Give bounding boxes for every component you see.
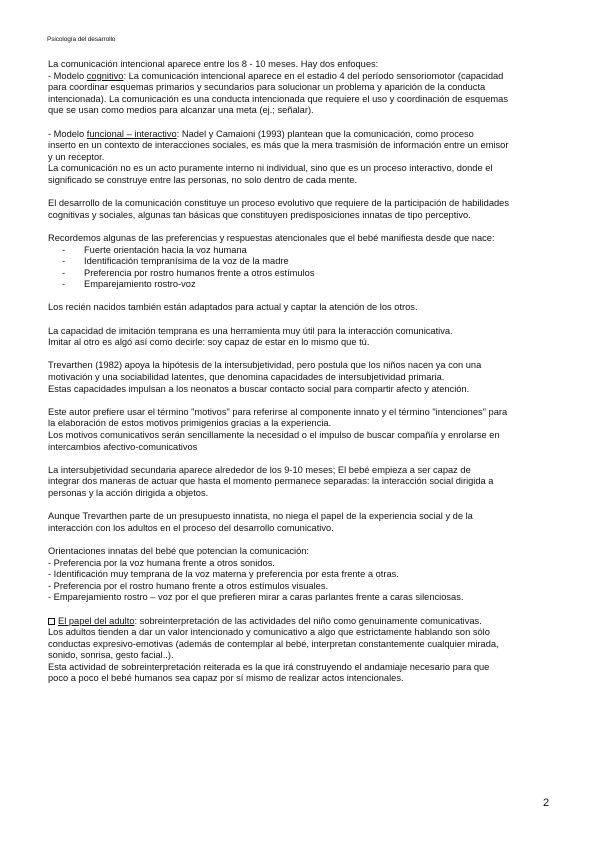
text-line: Este autor prefiere usar el término "motivos" para referirse al componente innato y el término "intenciones" para [48,406,508,417]
text-line: Esta actividad de sobreinterpretación reiterada es la que irá construyendo el andamiaje necesario para que [48,661,490,672]
text-line: - Preferencia por el rostro humano frente a otros estímulos visuales. [48,580,329,591]
preferences-list [48,245,553,291]
list-item-text: Emparejamiento rostro-voz [84,279,196,290]
term-cognitivo: cognitivo [86,70,124,81]
text-line [48,129,553,141]
text-line: personas y la acción dirigida a objetos. [48,487,209,498]
list-item [62,256,553,268]
list-marker: - [62,244,66,255]
text-line: que se usan como medios para alcanzar una meta (ej.; señalar). [48,105,314,116]
text-line: intencionada). La comunicación es una conducta intencionada que requiere el uso y coordinación de esquemas [48,93,508,104]
text-line: la elaboración de estos motivos primigenios gracias a la experiencia. [48,418,332,429]
text-line: El desarrollo de la comunicación constituye un proceso evolutivo que requiere de la participación de habilidades [48,198,509,209]
text-line [48,71,553,83]
text-line: Estas capacidades impulsan a los neonatos a buscar contacto social para compartir afecto y atención. [48,383,470,394]
text-fragment: - Modelo [48,70,87,81]
text-line: poco a poco el bebé humanos sea capaz por sí mismo de realizar actos intencionales. [48,673,404,684]
list-marker: - [62,256,66,267]
term-papel-adulto: El papel del adulto [58,615,135,626]
text-line: Orientaciones innatas del bebé que potencian la comunicación: [48,545,310,556]
running-header: Psicología del desarrollo [47,36,116,43]
checkbox-bullet-icon [48,618,55,625]
page-number: 2 [543,797,550,809]
list-item-text: Preferencia por rostro humanos frente a otros estímulos [84,267,315,278]
text-line: inserto en un contexto de interacciones sociales, es más que la mera trasmisión de información entre un emisor [48,140,509,151]
text-line [48,616,553,628]
text-line: sonido, sonrisa, gesto facial..). [48,650,174,661]
text-line: La intersubjetividad secundaria aparece alrededor de los 9-10 meses; El bebé empieza a ser capaz de [48,464,471,475]
text-line: Trevarthen (1982) apoya la hipótesis de la intersubjetividad, pero postula que los niños nacen ya con una [48,360,482,371]
list-item-text: Identificación tempranísima de la voz de la madre [84,256,289,267]
text-line: y un receptor. [48,151,105,162]
text-line: conductas expresivo-emotivas (además de contemplar al bebé, interpretan constantemente cualquier mirada, [48,638,499,649]
text-line: Recordemos algunas de las preferencias y respuestas atencionales que el bebé manifiesta desde que nace: [48,232,495,243]
text-fragment: : sobreinterpretación de las actividades del niño como genuinamente comunicativas. [134,615,482,626]
list-item [62,268,553,280]
text-line: Imitar al otro es algó así como decirle: soy capaz de estar en lo mismo que tú. [48,337,370,348]
text-line: significado se construye entre las personas, no solo dentro de cada mente. [48,174,358,185]
text-line: cognitivas y sociales, algunas tan básicas que constituyen predisposiciones innatas de tipo perceptivo. [48,209,471,220]
list-item-text: Fuerte orientación hacia la voz humana [84,244,247,255]
list-marker: - [62,267,66,278]
text-line: intercambios afectivo-comunicativos [48,441,198,452]
text-line: - Identificación muy temprana de la voz materna y preferencia por esta frente a otras. [48,569,399,580]
list-marker: - [62,279,66,290]
text-line: motivación y una sociabilidad latentes, que denomina capacidades de intersubjetividad primaria. [48,372,445,383]
text-line: integrar dos maneras de actuar que hasta el momento permanece separadas: la interacción social dirigida a [48,476,494,487]
text-fragment: : Nadel y Camaioni (1993) plantean que la comunicación, como proceso [176,128,474,139]
text-line: La comunicación intencional aparece entre los 8 - 10 meses. Hay dos enfoques: [48,59,379,69]
text-line: para coordinar esquemas primarios y secundarios para solucionar un problema y aparición de la conducta [48,82,486,93]
list-item [62,279,553,291]
text-line: Aunque Trevarthen parte de un presupuesto innatista, no niega el papel de la experiencia social y de la [48,511,473,522]
text-fragment: - Modelo [48,128,87,139]
text-line: La capacidad de imitación temprana es una herramienta muy útil para la interacción comunicativa. [48,325,453,336]
term-funcional-interactivo: funcional – interactivo [86,128,177,139]
text-line: La comunicación no es un acto puramente interno ni individual, sino que es un proceso interactivo, donde el [48,163,493,174]
text-line: Los recién nacidos también están adaptados para actual y captar la atención de los otros. [48,302,418,313]
text-fragment: : La comunicación intencional aparece en el estadio 4 del período sensoriomotor (capacidad [123,70,504,81]
text-line: - Emparejamiento rostro – voz por el que prefieren mirar a caras parlantes frente a caras silenciosas. [48,592,464,603]
text-line: interacción con los adultos en el proceso del desarrollo comunicativo. [48,522,334,533]
text-line: - Preferencia por la voz humana frente a otros sonidos. [48,557,275,568]
text-line: Los motivos comunicativos serán sencillamente la necesidad o el impulso de buscar compañía y enrolarse en [48,430,500,440]
document-body [48,59,553,685]
text-line: Los adultos tienden a dar un valor intencionado y comunicativo a algo que estrictamente hablando son sólo [48,627,490,638]
list-item [62,245,553,257]
